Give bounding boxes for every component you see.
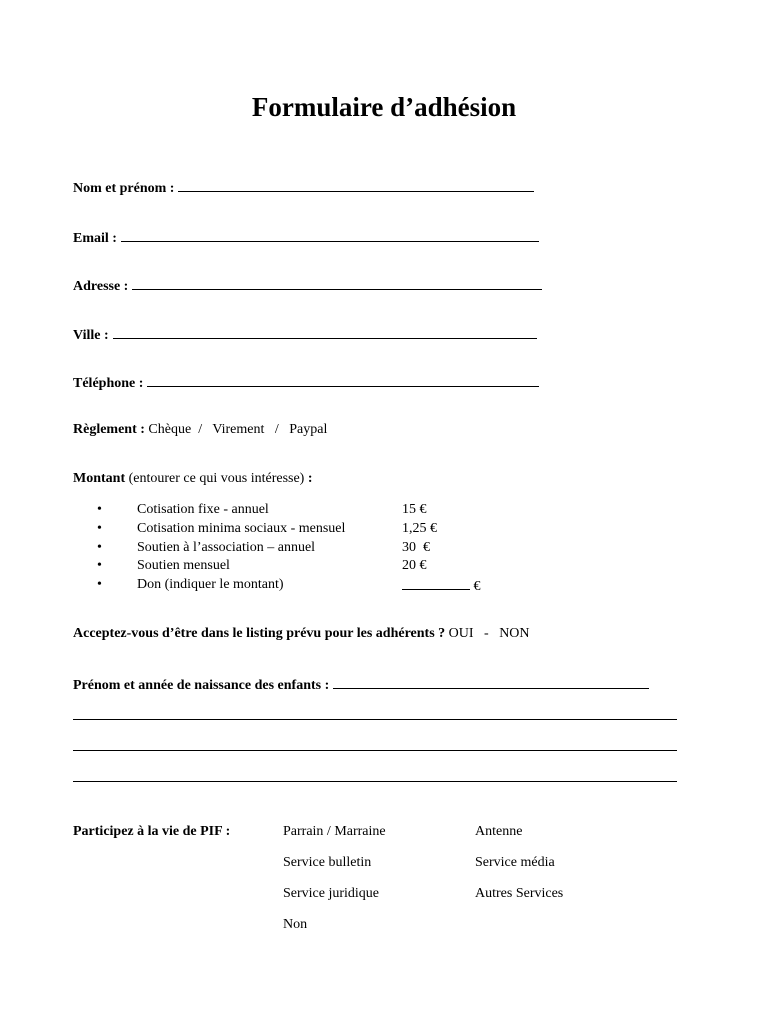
email-label: Email : [73,231,117,246]
listing-row [73,626,530,642]
participation-option[interactable]: Autres Services [475,886,564,901]
name-field-row [73,179,534,197]
amount-colon: : [307,471,313,486]
bullet-icon: • [97,521,102,536]
donation-amount-row [402,577,481,595]
participation-option[interactable]: Antenne [475,824,523,839]
city-blank-line[interactable] [113,326,537,339]
bullet-icon: • [97,558,102,573]
children-blank-line[interactable] [333,676,649,689]
bullet-icon: • [97,502,102,517]
bullet-icon: • [97,540,102,555]
page-title: Formulaire d’adhésion [251,92,517,122]
email-field-row [73,229,539,247]
amount-item-price: € [473,579,481,594]
city-field-row [73,326,537,344]
participation-option[interactable]: Service bulletin [283,855,372,870]
amount-item-label[interactable]: Cotisation minima sociaux - mensuel [137,521,346,536]
participation-option[interactable]: Parrain / Marraine [283,824,386,839]
amount-item-label[interactable]: Soutien à l’association – annuel [137,540,316,555]
amount-item-price[interactable]: 20 € [402,558,427,573]
payment-options[interactable]: Chèque / Virement / Paypal [148,422,328,437]
address-label: Adresse : [73,279,129,294]
amount-item-label[interactable]: Don (indiquer le montant) [137,577,284,592]
participation-option[interactable]: Non [283,917,308,932]
city-label: Ville : [73,328,109,343]
phone-blank-line[interactable] [147,374,539,387]
phone-field-row [73,374,539,392]
phone-label: Téléphone : [73,376,144,391]
amount-hint: (entourer ce qui vous intéresse) [128,471,305,486]
amount-item-price[interactable]: 15 € [402,502,427,517]
address-blank-line[interactable] [132,277,542,290]
participation-option[interactable]: Service média [475,855,555,870]
payment-row [73,422,327,438]
children-label: Prénom et année de naissance des enfants : [73,678,330,693]
name-label: Nom et prénom : [73,181,175,196]
donation-blank-line[interactable] [402,577,470,590]
amount-item-label[interactable]: Soutien mensuel [137,558,230,573]
listing-answers[interactable]: OUI - NON [448,626,530,641]
amount-label: Montant [73,471,126,486]
address-field-row [73,277,542,295]
participation-label: Participez à la vie de PIF : [73,824,231,839]
name-blank-line[interactable] [178,179,534,192]
children-extra-line[interactable] [73,750,677,751]
children-extra-line[interactable] [73,781,677,782]
participation-option[interactable]: Service juridique [283,886,380,901]
email-blank-line[interactable] [121,229,539,242]
amount-item-price[interactable]: 1,25 € [402,521,437,536]
amount-item-label[interactable]: Cotisation fixe - annuel [137,502,269,517]
bullet-icon: • [97,577,102,592]
amount-item-price[interactable]: 30 € [402,540,430,555]
amount-heading [73,471,313,487]
payment-label: Règlement : [73,422,145,437]
listing-question: Acceptez-vous d’être dans le listing prévu pour les adhérents ? [73,626,446,641]
children-extra-line[interactable] [73,719,677,720]
children-row [73,676,649,694]
